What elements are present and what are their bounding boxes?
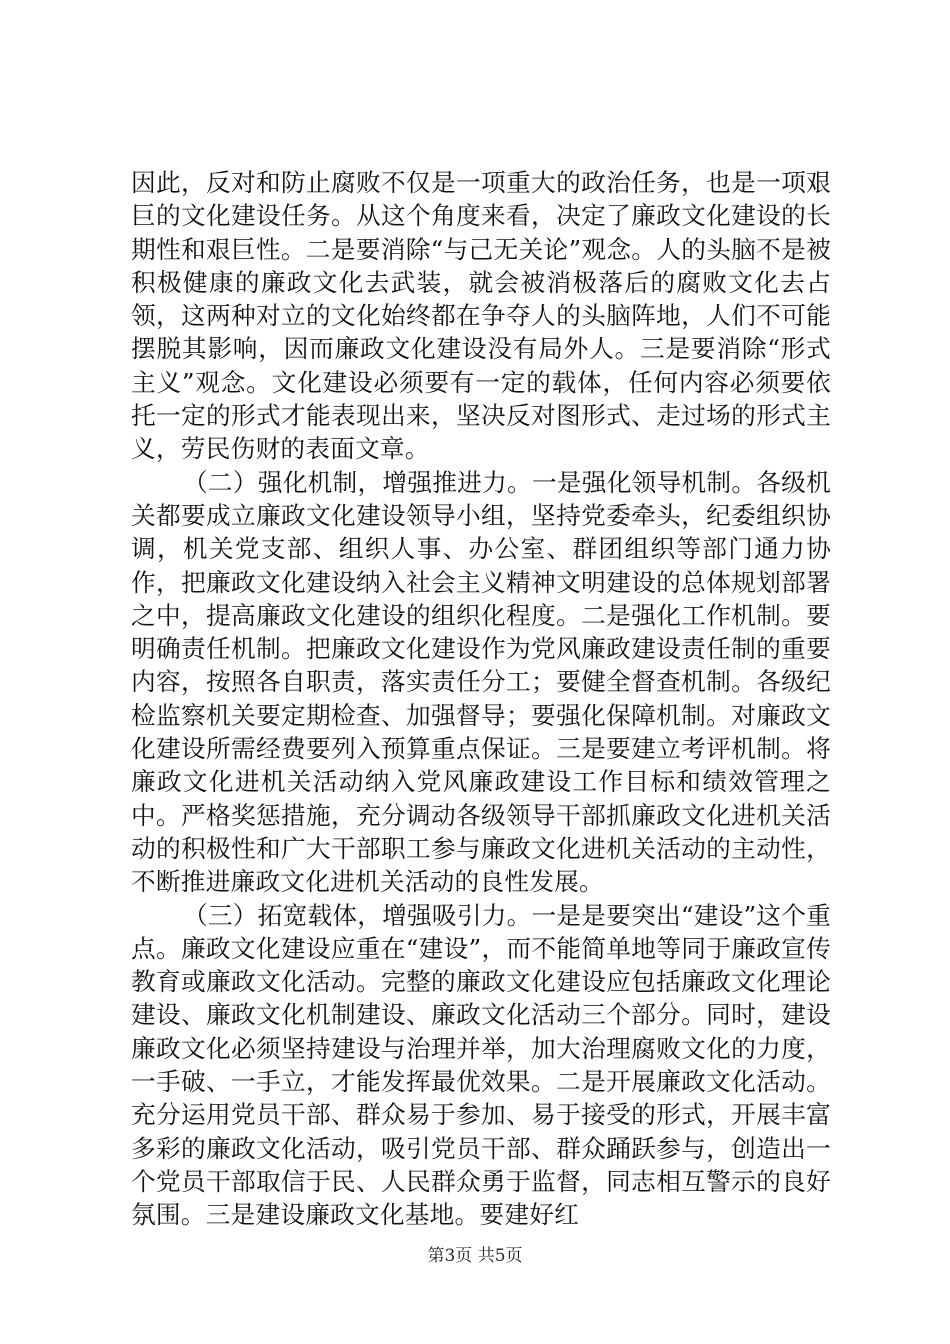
page-number-footer: 第3页 共5页 [427, 1246, 523, 1266]
paragraph-2: （二）强化机制，增强推进力。一是强化领导机制。各级机关都要成立廉政文化建设领导小组，坚持党委牵头，纪委组织协调，机关党支部、组织人事、办公室、群团组织等部门通力协作，把廉政文化建设纳入社会主义精神文明建设的总体规划部署之中，提高廉政文化建设的组织化程度。二是强化工作机制。要明确责任机制。把廉政文化建设作为党风廉政建设责任制的重要内容，按照各自职责，落实责任分工；要健全督查机制。各级纪检监察机关要定期检查、加强督导；要强化保障机制。对廉政文化建设所需经费要列入预算重点保证。三是要建立考评机制。将廉政文化进机关活动纳入党风廉政建设工作目标和绩效管理之中。严格奖惩措施，充分调动各级领导干部抓廉政文化进机关活动的积极性和广大干部职工参与廉政文化进机关活动的主动性，不断推进廉政文化进机关活动的良性发展。 [131, 467, 831, 897]
paragraph-1: 因此，反对和防止腐败不仅是一项重大的政治任务，也是一项艰巨的文化建设任务。从这个角度来看，决定了廉政文化建设的长期性和艰巨性。二是要消除“与己无关论”观念。人的头脑不是被积极健康的廉政文化去武装，就会被消极落后的腐败文化去占领，这两种对立的文化始终都在争夺人的头脑阵地，人们不可能摆脱其影响，因而廉政文化建设没有局外人。三是要消除“形式主义”观念。文化建设必须要有一定的载体，任何内容必须要依托一定的形式才能表现出来，坚决反对图形式、走过场的形式主义，劳民伤财的表面文章。 [131, 168, 831, 464]
paragraph-3: （三）拓宽载体，增强吸引力。一是是要突出“建设”这个重点。廉政文化建设应重在“建设”，而不能简单地等同于廉政宣传教育或廉政文化活动。完整的廉政文化建设应包括廉政文化理论建设、廉政文化机制建设、廉政文化活动三个部分。同时，建设廉政文化必须坚持建设与治理并举，加大治理腐败文化的力度，一手破、一手立，才能发挥最优效果。二是开展廉政文化活动。充分运用党员干部、群众易于参加、易于接受的形式，开展丰富多彩的廉政文化活动，吸引党员干部、群众踊跃参与，创造出一个党员干部取信于民、人民群众勇于监督，同志相互警示的良好氛围。三是建设廉政文化基地。要建好红 [131, 900, 831, 1230]
document-body [131, 166, 831, 1232]
